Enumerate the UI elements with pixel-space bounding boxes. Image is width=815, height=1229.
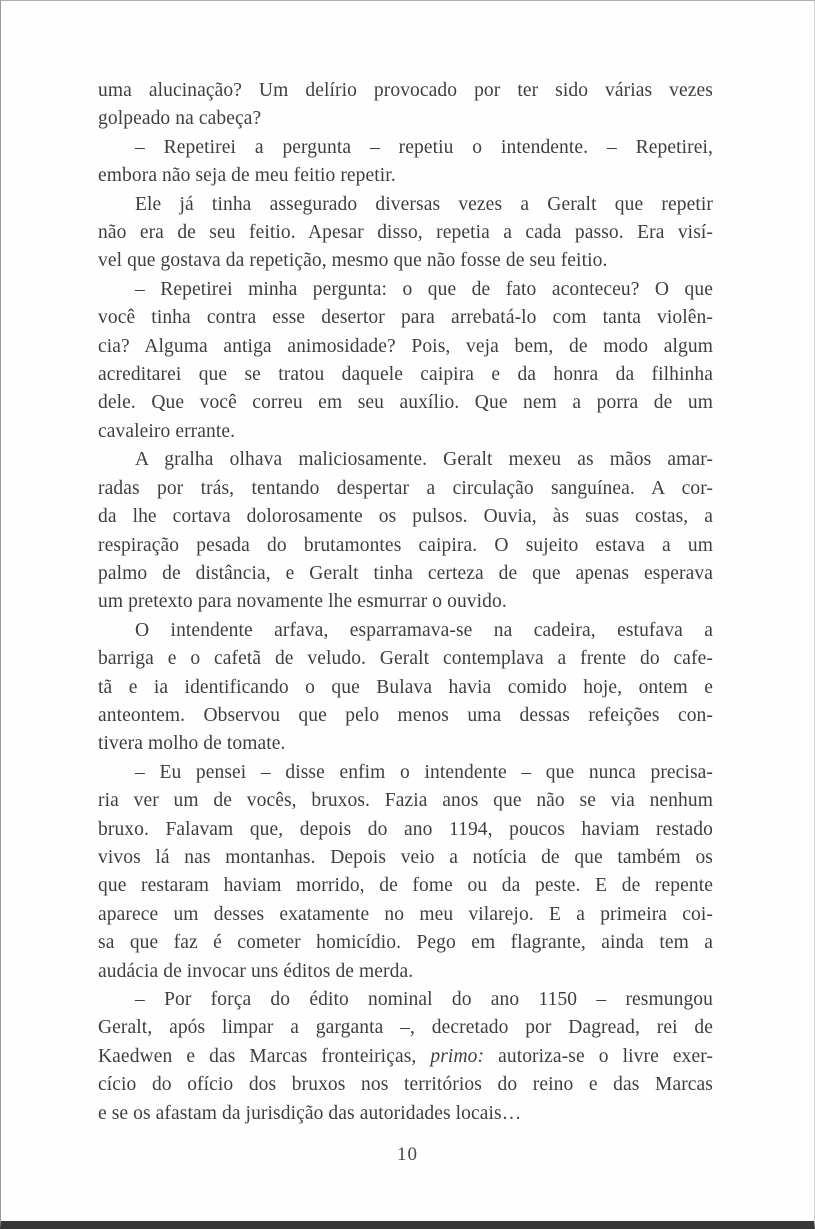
text-line: – Eu pensei – disse enfim o intendente – que nunca precisa- xyxy=(135,761,713,783)
text-line: cia? Alguma antiga animosidade? Pois, veja bem, de modo algum xyxy=(98,335,713,357)
text-line: – Repetirei minha pergunta: o que de fato aconteceu? O que xyxy=(135,278,713,300)
text-line: radas por trás, tentando despertar a circulação sanguínea. A cor- xyxy=(98,477,713,499)
text-line: que restaram haviam morrido, de fome ou da peste. E de repente xyxy=(98,875,713,897)
paragraph-5 xyxy=(98,446,713,616)
text-line: um pretexto para novamente lhe esmurrar o ouvido. xyxy=(98,591,507,613)
text-line: aparece um desses exatamente no meu vilarejo. E a primeira coi- xyxy=(98,903,713,925)
text-line: tã e ia identificando o que Bulava havia comido hoje, ontem e xyxy=(98,676,713,698)
text-line: barriga e o cafetã de veludo. Geralt contemplava a frente do cafe- xyxy=(98,648,713,670)
text-block xyxy=(98,77,713,1128)
text-line: O intendente arfava, esparramava-se na cadeira, estufava a xyxy=(135,619,713,641)
text-line: ria ver um de vocês, bruxos. Fazia anos que não se via nenhum xyxy=(98,790,713,812)
text-line: Geralt, após limpar a garganta –, decretado por Dagread, rei de xyxy=(98,1017,713,1039)
text-line: acreditarei que se tratou daquele caipira e da honra da filhinha xyxy=(98,364,713,386)
text-line: golpeado na cabeça? xyxy=(98,108,262,130)
text-line: cavaleiro errante. xyxy=(98,420,236,442)
text-line: – Por força do édito nominal do ano 1150 – resmungou xyxy=(135,989,713,1010)
text-line: bruxo. Falavam que, depois do ano 1194, poucos haviam restado xyxy=(98,818,713,840)
text-line: Kaedwen e das Marcas fronteiriças, primo: autoriza-se o livre exer- xyxy=(98,1045,713,1067)
text-line: não era de seu feitio. Apesar disso, repetia a cada passo. Era visí- xyxy=(98,222,713,244)
text-line: você tinha contra esse desertor para arrebatá-lo com tanta violên- xyxy=(98,307,713,329)
text-line: vel que gostava da repetição, mesmo que não fosse de seu feitio. xyxy=(98,250,608,272)
text-line: – Repetirei a pergunta – repetiu o intendente. – Repetirei, xyxy=(135,136,713,158)
text-line: cício do ofício dos bruxos nos territórios do reino e das Marcas xyxy=(98,1074,713,1096)
text-line: palmo de distância, e Geralt tinha certeza de que apenas esperava xyxy=(98,562,713,584)
paragraph-7 xyxy=(98,759,713,986)
paragraph-2 xyxy=(98,134,713,191)
text-line: A gralha olhava maliciosamente. Geralt mexeu as mãos amar- xyxy=(135,449,713,471)
text-line: da lhe cortava dolorosamente os pulsos. Ouvia, às suas costas, a xyxy=(98,506,713,528)
text-line: sa que faz é cometer homicídio. Pego em flagrante, ainda tem a xyxy=(98,932,713,954)
paragraph-4 xyxy=(98,276,713,446)
text-line: tivera molho de tomate. xyxy=(98,733,286,755)
text-line: embora não seja de meu feitio repetir. xyxy=(98,165,396,187)
text-line: uma alucinação? Um delírio provocado por ter sido várias vezes xyxy=(98,80,713,101)
page-number: 10 xyxy=(397,1144,418,1165)
text-line: respiração pesada do brutamontes caipira. O sujeito estava a um xyxy=(98,534,713,556)
paragraph-3 xyxy=(98,191,713,276)
text-line: Ele já tinha assegurado diversas vezes a Geralt que repetir xyxy=(135,193,713,215)
italic-text: primo: xyxy=(430,1045,485,1067)
paragraph-8 xyxy=(98,986,713,1128)
paragraph-6 xyxy=(98,617,713,759)
paragraph-1 xyxy=(98,77,713,134)
text-line: anteontem. Observou que pelo menos uma dessas refeições con- xyxy=(98,704,713,726)
text-line: dele. Que você correu em seu auxílio. Que nem a porra de um xyxy=(98,392,713,414)
text-line: vivos lá nas montanhas. Depois veio a notícia de que também os xyxy=(98,846,713,868)
text-line: audácia de invocar uns éditos de merda. xyxy=(98,960,414,982)
text-line: e se os afastam da jurisdição das autoridades locais… xyxy=(98,1102,522,1124)
